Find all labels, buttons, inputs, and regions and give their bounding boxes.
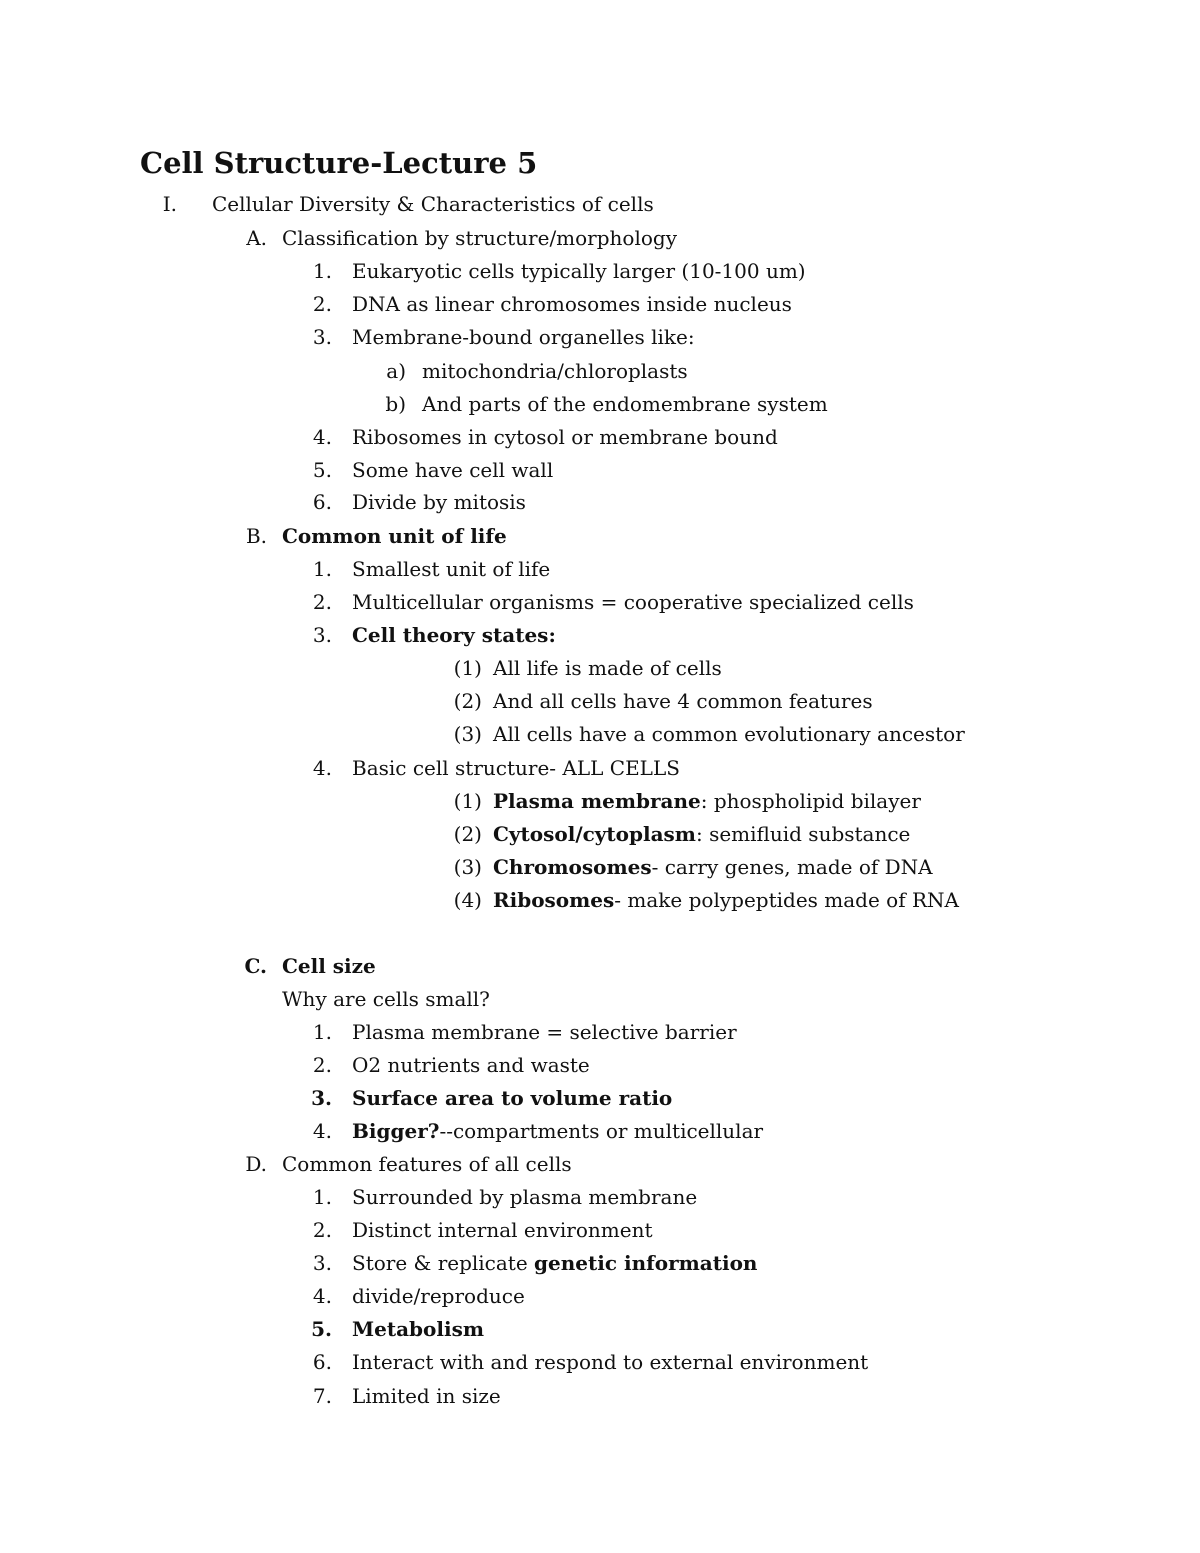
outline-text: All cells have a common evolutionary ancestor <box>493 722 965 746</box>
outline-text-bold: Common unit of life <box>282 524 507 548</box>
outline-marker: 4. <box>312 756 332 780</box>
page-title: Cell Structure-Lecture 5 <box>140 146 538 180</box>
term-definition: - make polypeptides made of RNA <box>614 888 959 912</box>
outline-marker: 1. <box>312 1185 332 1209</box>
outline-text: Cellular Diversity & Characteristics of cells <box>212 192 654 216</box>
term-definition: --compartments or multicellular <box>439 1119 764 1143</box>
outline-text: Some have cell wall <box>352 458 554 482</box>
outline-text: All life is made of cells <box>493 656 722 680</box>
outline-text: Distinct internal environment <box>352 1218 653 1242</box>
outline-text-bold: Cell theory states: <box>352 623 556 647</box>
outline-text-bold: Cell size <box>282 954 376 978</box>
outline-text <box>493 787 921 815</box>
outline-text: DNA as linear chromosomes inside nucleus <box>352 292 792 316</box>
outline-marker: B. <box>245 524 267 548</box>
outline-marker: 3. <box>312 623 332 647</box>
term-definition: : semifluid substance <box>695 822 911 846</box>
outline-text <box>493 820 910 848</box>
outline-text: Surrounded by plasma membrane <box>352 1185 698 1209</box>
term-bold: Plasma membrane <box>493 789 701 813</box>
outline-text: Divide by mitosis <box>352 490 526 514</box>
outline-marker: 4. <box>312 1284 332 1308</box>
outline-marker: (2) <box>453 689 482 713</box>
outline-text: Common features of all cells <box>282 1152 572 1176</box>
outline-marker: 2. <box>312 1053 332 1077</box>
outline-marker: 3. <box>311 1086 332 1110</box>
outline-marker: 3. <box>312 1251 332 1275</box>
outline-text-bold: Surface area to volume ratio <box>352 1086 673 1110</box>
outline-text: Interact with and respond to external environment <box>352 1350 869 1374</box>
term-bold: Ribosomes <box>493 888 615 912</box>
outline-marker: 1. <box>312 1020 332 1044</box>
outline-marker: (3) <box>453 722 482 746</box>
term-bold: Chromosomes <box>493 855 652 879</box>
outline-text: Multicellular organisms = cooperative specialized cells <box>352 590 914 614</box>
outline-marker: A. <box>246 226 267 250</box>
outline-marker: 1. <box>312 557 332 581</box>
outline-text: mitochondria/chloroplasts <box>422 359 688 383</box>
outline-marker: b) <box>385 392 406 416</box>
outline-marker: C. <box>244 954 267 978</box>
outline-marker: 3. <box>312 325 332 349</box>
outline-text-bold: Metabolism <box>352 1317 485 1341</box>
term-bold: Cytosol/cytoplasm <box>493 822 696 846</box>
outline-text: Basic cell structure- ALL CELLS <box>352 756 680 780</box>
outline-text: And parts of the endomembrane system <box>422 392 828 416</box>
outline-text: Smallest unit of life <box>352 557 551 581</box>
outline-text: And all cells have 4 common features <box>493 689 873 713</box>
outline-text: Ribosomes in cytosol or membrane bound <box>352 425 778 449</box>
outline-marker: 6. <box>312 1350 332 1374</box>
outline-text: Classification by structure/morphology <box>282 226 678 250</box>
outline-text: divide/reproduce <box>352 1284 525 1308</box>
outline-text: Membrane-bound organelles like: <box>352 325 695 349</box>
term-definition: : phospholipid bilayer <box>700 789 921 813</box>
term-definition: - carry genes, made of DNA <box>651 855 933 879</box>
outline-marker: 5. <box>311 1317 332 1341</box>
outline-marker: (4) <box>453 888 482 912</box>
outline-marker: (2) <box>453 822 482 846</box>
outline-marker: a) <box>386 359 406 383</box>
outline-marker: 2. <box>312 292 332 316</box>
term-prefix: Store & replicate <box>352 1251 535 1275</box>
outline-text <box>493 886 959 914</box>
outline-marker: (1) <box>453 789 482 813</box>
outline-marker: (1) <box>453 656 482 680</box>
outline-marker: 4. <box>312 425 332 449</box>
outline-marker: (3) <box>453 855 482 879</box>
outline-marker: 2. <box>312 1218 332 1242</box>
outline-marker: 6. <box>312 490 332 514</box>
term-bold: genetic information <box>534 1251 758 1275</box>
outline-marker: 5. <box>312 458 332 482</box>
outline-text <box>352 1249 757 1277</box>
outline-text: Limited in size <box>352 1384 501 1408</box>
outline-text: Eukaryotic cells typically larger (10-100 um) <box>352 259 806 283</box>
outline-marker: 4. <box>312 1119 332 1143</box>
outline-marker: 1. <box>312 259 332 283</box>
outline-text: O2 nutrients and waste <box>352 1053 590 1077</box>
outline-text <box>352 1117 763 1145</box>
outline-marker: 7. <box>312 1384 332 1408</box>
outline-text: Why are cells small? <box>282 987 490 1011</box>
outline-text: Plasma membrane = selective barrier <box>352 1020 737 1044</box>
term-bold: Bigger? <box>352 1119 440 1143</box>
outline-marker: D. <box>245 1152 267 1176</box>
outline-marker: 2. <box>312 590 332 614</box>
outline-marker: I. <box>162 192 177 216</box>
outline-text <box>493 853 933 881</box>
